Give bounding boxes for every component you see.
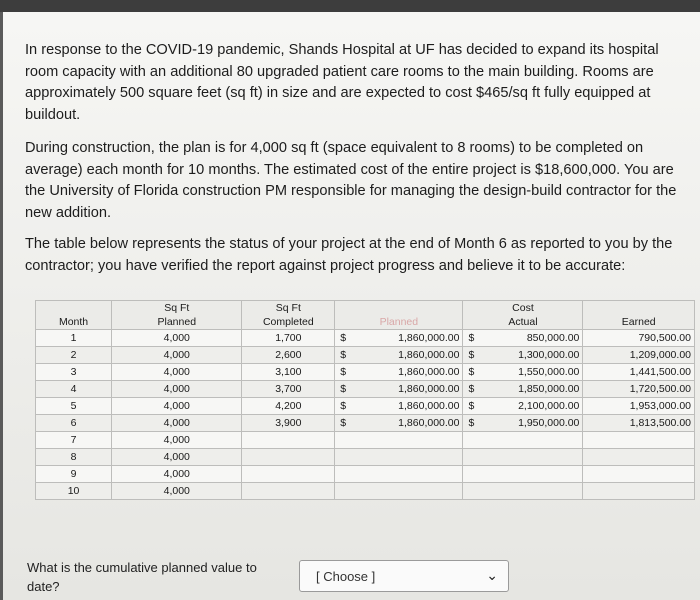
- header-sqft-completed: Sq Ft Completed: [242, 301, 335, 330]
- cell-cost-earned: [583, 483, 695, 500]
- cell-cost-actual: [463, 330, 583, 347]
- question-text: What is the cumulative planned value to date?: [27, 560, 257, 594]
- amount: 1,860,000.00: [398, 366, 460, 378]
- cell-cost-earned: [583, 330, 695, 347]
- cell-sqft-completed: 3,100: [242, 364, 335, 381]
- header-cost-actual: Cost Actual: [463, 301, 583, 330]
- table-row: [36, 466, 695, 483]
- amount: 2,100,000.00: [518, 400, 580, 412]
- header-month: Month: [36, 301, 112, 330]
- cell-cost-planned: [335, 483, 463, 500]
- amount: 1,441,500.00: [629, 366, 691, 378]
- cell-sqft-planned: 4,000: [112, 466, 242, 483]
- cell-cost-planned: [335, 466, 463, 483]
- cell-month: 6: [36, 415, 112, 432]
- cell-cost-planned: [335, 432, 463, 449]
- cell-cost-earned: [583, 381, 695, 398]
- amount: 850,000.00: [526, 332, 580, 344]
- currency-symbol: $: [340, 400, 347, 412]
- cell-cost-earned: [583, 466, 695, 483]
- cell-cost-actual: [463, 364, 583, 381]
- cell-month: 9: [36, 466, 112, 483]
- cell-sqft-completed: 4,200: [242, 398, 335, 415]
- cell-month: 4: [36, 381, 112, 398]
- cell-sqft-planned: 4,000: [112, 347, 242, 364]
- cell-cost-actual: [463, 483, 583, 500]
- amount: 1,953,000.00: [629, 400, 691, 412]
- answer-select-label: [ Choose ]: [316, 569, 376, 584]
- currency-symbol: $: [468, 349, 475, 361]
- cell-cost-actual: [463, 415, 583, 432]
- construction-paragraph: During construction, the plan is for 4,000 sq ft (space equivalent to 8 rooms) to be completed on average) each month for 10 months. The estimated cost of the entire project is $18,600,000. You are the University of Florida construction PM responsible for managing the design-build contractor for the new addition.: [25, 140, 677, 221]
- currency-symbol: $: [340, 383, 347, 395]
- chevron-down-icon: ⌄: [486, 567, 498, 583]
- amount: 1,813,500.00: [629, 417, 691, 429]
- table-row: [36, 432, 695, 449]
- table-intro-paragraph: The table below represents the status of your project at the end of Month 6 as reported to you by the contractor; you have verified the report against project progress and believe it to be accurate:: [25, 236, 673, 274]
- intro-paragraph: In response to the COVID-19 pandemic, Shands Hospital at UF has decided to expand its hospital room capacity with an additional 80 upgraded patient care rooms to the main building. Rooms are approximately 500 square feet (sq ft) in size and are expected to cost $465/sq ft fully equipped at buildout.: [25, 42, 659, 123]
- table-row: [36, 483, 695, 500]
- cell-sqft-completed: 3,900: [242, 415, 335, 432]
- cell-sqft-completed: [242, 483, 335, 500]
- window-top-bar: [0, 0, 700, 12]
- cell-cost-actual: [463, 398, 583, 415]
- cell-cost-actual: [463, 432, 583, 449]
- cell-cost-planned: [335, 398, 463, 415]
- header-sqft-planned: Sq Ft Planned: [112, 301, 242, 330]
- cell-cost-actual: [463, 381, 583, 398]
- cell-sqft-planned: 4,000: [112, 415, 242, 432]
- table-row: [36, 381, 695, 398]
- amount: 1,850,000.00: [518, 383, 580, 395]
- header-cost-earned: Earned: [583, 301, 695, 330]
- currency-symbol: $: [468, 417, 475, 429]
- currency-symbol: $: [340, 349, 347, 361]
- cell-month: 8: [36, 449, 112, 466]
- cell-month: 5: [36, 398, 112, 415]
- currency-symbol: $: [468, 400, 475, 412]
- cell-sqft-planned: 4,000: [112, 364, 242, 381]
- table-row: [36, 449, 695, 466]
- currency-symbol: $: [340, 417, 347, 429]
- amount: 1,860,000.00: [398, 417, 460, 429]
- cell-cost-planned: [335, 415, 463, 432]
- cell-cost-earned: [583, 364, 695, 381]
- currency-symbol: $: [340, 366, 347, 378]
- cell-sqft-planned: 4,000: [112, 398, 242, 415]
- amount: 1,860,000.00: [398, 332, 460, 344]
- cell-cost-earned: [583, 398, 695, 415]
- question-page: [3, 12, 700, 600]
- cell-sqft-completed: 2,600: [242, 347, 335, 364]
- cell-sqft-planned: 4,000: [112, 432, 242, 449]
- amount: 1,720,500.00: [629, 383, 691, 395]
- cell-cost-actual: [463, 449, 583, 466]
- cell-month: 1: [36, 330, 112, 347]
- cell-cost-earned: [583, 415, 695, 432]
- amount: 1,860,000.00: [398, 383, 460, 395]
- table-row: [36, 347, 695, 364]
- cell-sqft-completed: [242, 449, 335, 466]
- cell-cost-actual: [463, 347, 583, 364]
- cell-cost-planned: [335, 364, 463, 381]
- cell-sqft-completed: 3,700: [242, 381, 335, 398]
- cell-sqft-planned: 4,000: [112, 449, 242, 466]
- amount: 1,550,000.00: [518, 366, 580, 378]
- cell-cost-earned: [583, 347, 695, 364]
- cell-sqft-planned: 4,000: [112, 381, 242, 398]
- amount: 1,950,000.00: [518, 417, 580, 429]
- cell-month: 2: [36, 347, 112, 364]
- table-row: [36, 330, 695, 347]
- header-cost-planned: Planned: [335, 301, 463, 330]
- answer-select[interactable]: [299, 560, 509, 592]
- cell-sqft-completed: 1,700: [242, 330, 335, 347]
- cell-sqft-completed: [242, 432, 335, 449]
- cell-cost-earned: [583, 449, 695, 466]
- amount: 1,209,000.00: [629, 349, 691, 361]
- cell-sqft-planned: 4,000: [112, 330, 242, 347]
- project-status-table: [35, 300, 695, 500]
- cell-cost-earned: [583, 432, 695, 449]
- table-row: [36, 364, 695, 381]
- table-row: [36, 398, 695, 415]
- cell-sqft-completed: [242, 466, 335, 483]
- currency-symbol: $: [468, 332, 475, 344]
- cell-cost-planned: [335, 381, 463, 398]
- currency-symbol: $: [468, 366, 475, 378]
- cell-cost-planned: [335, 449, 463, 466]
- cell-month: 3: [36, 364, 112, 381]
- cell-cost-actual: [463, 466, 583, 483]
- cell-month: 10: [36, 483, 112, 500]
- cell-sqft-planned: 4,000: [112, 483, 242, 500]
- amount: 790,500.00: [638, 332, 691, 344]
- table-row: [36, 415, 695, 432]
- cell-month: 7: [36, 432, 112, 449]
- amount: 1,860,000.00: [398, 349, 460, 361]
- currency-symbol: $: [468, 383, 475, 395]
- amount: 1,300,000.00: [518, 349, 580, 361]
- cell-cost-planned: [335, 330, 463, 347]
- currency-symbol: $: [340, 332, 347, 344]
- cell-cost-planned: [335, 347, 463, 364]
- amount: 1,860,000.00: [398, 400, 460, 412]
